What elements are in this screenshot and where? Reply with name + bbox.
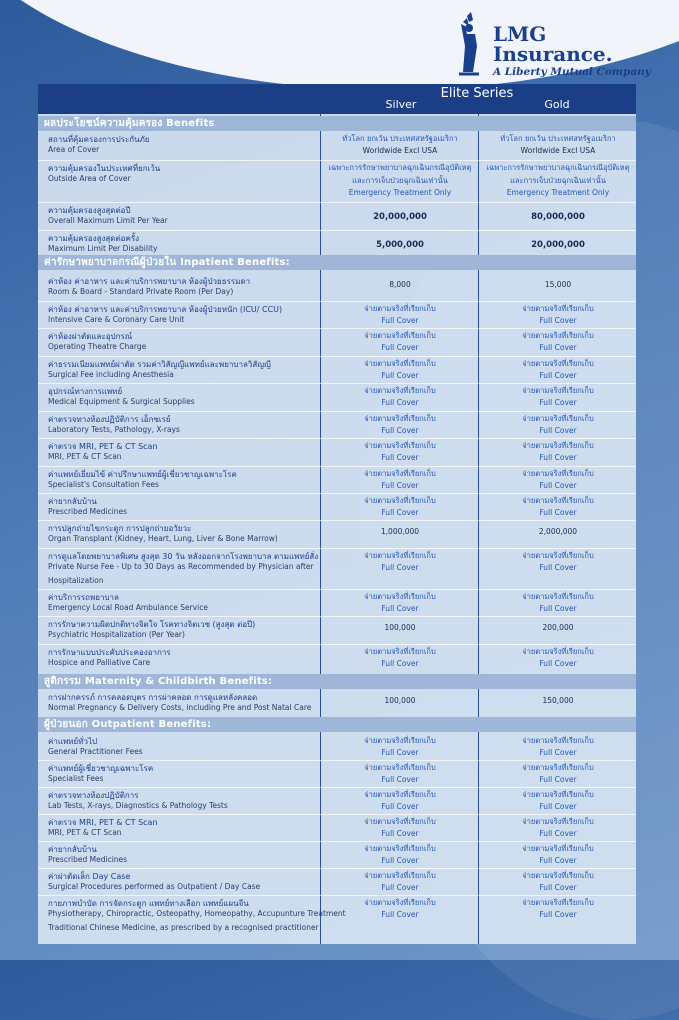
silver-value: จ่ายตามจริงที่เรียกเก็บ: [364, 386, 436, 395]
row-label-english: Physiotherapy, Chiropractic, Osteopathy, Homeopathy, Accupunture Treatment: [48, 909, 346, 918]
silver-value: 20,000,000: [373, 212, 427, 222]
silver-value: จ่ายตามจริงที่เรียกเก็บ: [364, 496, 436, 505]
gold-value: 200,000: [542, 623, 574, 632]
gold-value: ทั่วโลก ยกเว้น ประเทศสหรัฐอเมริกา: [500, 134, 616, 143]
benefits-table: [38, 84, 636, 944]
silver-value: Full Cover: [381, 883, 419, 892]
silver-value: เฉพาะการรักษาพยาบาลฉุกเฉินกรณีอุบัติเหตุ: [328, 163, 472, 172]
gold-value: Full Cover: [539, 829, 577, 838]
gold-value: จ่ายตามจริงที่เรียกเก็บ: [522, 871, 594, 880]
row-label-thai: ค่าตรวจ MRI, PET & CT Scan: [48, 442, 158, 451]
gold-value: จ่ายตามจริงที่เรียกเก็บ: [522, 469, 594, 478]
gold-value: Full Cover: [539, 481, 577, 490]
gold-value: Full Cover: [539, 316, 577, 325]
row-label-english: General Practitioner Fees: [48, 747, 143, 756]
plan-silver: Silver: [385, 98, 417, 111]
silver-value: Full Cover: [381, 910, 419, 919]
gold-value: จ่ายตามจริงที่เรียกเก็บ: [522, 496, 594, 505]
silver-value: Full Cover: [381, 659, 419, 668]
row-divider: [38, 230, 636, 231]
silver-value: จ่ายตามจริงที่เรียกเก็บ: [364, 898, 436, 907]
row-divider: [38, 841, 636, 842]
silver-value: Full Cover: [381, 398, 419, 407]
gold-value: จ่ายตามจริงที่เรียกเก็บ: [522, 647, 594, 656]
row-divider: [38, 520, 636, 521]
row-label-english: Medical Equipment & Surgical Supplies: [48, 397, 195, 406]
gold-value: Worldwide Excl USA: [520, 146, 596, 155]
silver-value: Full Cover: [381, 856, 419, 865]
row-label-english: Organ Transplant (Kidney, Heart, Lung, Liver & Bone Marrow): [48, 534, 278, 543]
row-label-thai: อุปกรณ์ทางการแพทย์: [48, 387, 123, 396]
gold-value: Full Cover: [539, 775, 577, 784]
silver-value: Full Cover: [381, 371, 419, 380]
gold-value: Full Cover: [539, 563, 577, 572]
row-label-english: Laboratory Tests, Pathology, X-rays: [48, 425, 180, 434]
gold-value: Full Cover: [539, 453, 577, 462]
silver-value: 100,000: [384, 623, 416, 632]
row-label-thai: ค่าห้อง ค่าอาหาร และค่าบริการพยาบาล ห้องผู้ป่วยธรรมดา: [48, 277, 251, 286]
silver-value: 5,000,000: [376, 240, 424, 250]
section-header: ผู้ป่วยนอก Outpatient Benefits:: [38, 717, 636, 732]
gold-value: จ่ายตามจริงที่เรียกเก็บ: [522, 551, 594, 560]
row-label-english: Outside Area of Cover: [48, 174, 131, 183]
row-divider: [38, 814, 636, 815]
brand-tagline: A Liberty Mutual Company: [493, 66, 651, 78]
plan-gold: Gold: [544, 98, 570, 111]
section-header: ค่ารักษาพยาบาลกรณีผู้ป่วยใน Inpatient Benefits:: [38, 255, 636, 270]
gold-value: Full Cover: [539, 508, 577, 517]
silver-value: Full Cover: [381, 481, 419, 490]
silver-value: Full Cover: [381, 563, 419, 572]
row-label-thai: ค่าห้องผ่าตัดและอุปกรณ์: [48, 332, 133, 341]
gold-value: จ่ายตามจริงที่เรียกเก็บ: [522, 736, 594, 745]
row-label-english: Hospice and Palliative Care: [48, 658, 151, 667]
row-divider: [38, 160, 636, 161]
row-label-english: Prescribed Medicines: [48, 855, 128, 864]
silver-value: จ่ายตามจริงที่เรียกเก็บ: [364, 871, 436, 880]
silver-value: จ่ายตามจริงที่เรียกเก็บ: [364, 647, 436, 656]
gold-value: Full Cover: [539, 371, 577, 380]
row-divider: [38, 411, 636, 412]
row-divider: [38, 383, 636, 384]
row-divider: [38, 202, 636, 203]
row-divider: [38, 589, 636, 590]
row-label-english-cont: Traditional Chinese Medicine, as prescribed by a recognised practitioner: [48, 923, 319, 932]
row-label-thai: การฝากครรภ์ การคลอดบุตร การผ่าคลอด การดูแลหลังคลอด: [48, 693, 258, 702]
gold-value: Full Cover: [539, 426, 577, 435]
gold-value: Full Cover: [539, 856, 577, 865]
row-label-thai: ค่าห้อง ค่าอาหาร และค่าบริการพยาบาล ห้องผู้ป่วยหนัก (ICU/ CCU): [48, 305, 283, 314]
table-header: [38, 84, 636, 114]
silver-value: Full Cover: [381, 775, 419, 784]
row-divider: [38, 438, 636, 439]
silver-value: จ่ายตามจริงที่เรียกเก็บ: [364, 763, 436, 772]
gold-value: 15,000: [544, 280, 572, 289]
gold-value: จ่ายตามจริงที่เรียกเก็บ: [522, 790, 594, 799]
silver-value: และการเจ็บป่วยฉุกเฉินเท่านั้น: [352, 176, 448, 185]
column-divider: [478, 114, 479, 944]
row-label-thai: การรักษาความผิดปกติทางจิตใจ โรคทางจิตเวช (สูงสุด ต่อปี): [48, 620, 256, 629]
row-label-english: Prescribed Medicines: [48, 507, 128, 516]
silver-value: Full Cover: [381, 802, 419, 811]
gold-value: จ่ายตามจริงที่เรียกเก็บ: [522, 592, 594, 601]
row-label-english: Operating Theatre Charge: [48, 342, 147, 351]
statue-of-liberty-icon: [453, 12, 487, 76]
silver-value: จ่ายตามจริงที่เรียกเก็บ: [364, 331, 436, 340]
row-label-thai: ค่าแพทย์เยี่ยมไข้ ค่าปรึกษาแพทย์ผู้เชี่ยวชาญเฉพาะโรค: [48, 470, 237, 479]
gold-value: Full Cover: [539, 659, 577, 668]
gold-value: เฉพาะการรักษาพยาบาลฉุกเฉินกรณีอุบัติเหตุ: [486, 163, 630, 172]
row-label-thai: ค่าตรวจทางห้องปฏิบัติการ: [48, 791, 139, 800]
row-label-thai: ค่าผ่าตัดเล็ก Day Case: [48, 872, 131, 881]
row-label-english: MRI, PET & CT Scan: [48, 452, 122, 461]
silver-value: Full Cover: [381, 748, 419, 757]
gold-value: จ่ายตามจริงที่เรียกเก็บ: [522, 844, 594, 853]
row-label-thai: ค่าธรรมเนียมแพทย์ผ่าตัด รวมค่าวิสัญญีแพทย์และพยาบาลวิสัญญี: [48, 360, 271, 369]
silver-value: จ่ายตามจริงที่เรียกเก็บ: [364, 304, 436, 313]
row-divider: [38, 301, 636, 302]
gold-value: Full Cover: [539, 802, 577, 811]
row-divider: [38, 787, 636, 788]
row-label-english: Room & Board - Standard Private Room (Per Day): [48, 287, 234, 296]
gold-value: จ่ายตามจริงที่เรียกเก็บ: [522, 441, 594, 450]
section-header: สูติกรรม Maternity & Childbirth Benefits:: [38, 674, 636, 689]
row-label-english: Normal Pregnancy & Delivery Costs, including Pre and Post Natal Care: [48, 703, 312, 712]
silver-value: จ่ายตามจริงที่เรียกเก็บ: [364, 551, 436, 560]
row-label-thai: ค่าแพทย์ผู้เชี่ยวชาญเฉพาะโรค: [48, 764, 154, 773]
column-divider: [320, 114, 321, 944]
silver-value: จ่ายตามจริงที่เรียกเก็บ: [364, 817, 436, 826]
row-label-english: Area of Cover: [48, 145, 100, 154]
row-divider: [38, 356, 636, 357]
row-label-thai: ค่ายากลับบ้าน: [48, 497, 97, 506]
silver-value: จ่ายตามจริงที่เรียกเก็บ: [364, 736, 436, 745]
silver-value: Full Cover: [381, 316, 419, 325]
row-label-english: Surgical Procedures performed as Outpatient / Day Case: [48, 882, 261, 891]
series-title: Elite Series: [440, 86, 514, 101]
silver-value: จ่ายตามจริงที่เรียกเก็บ: [364, 469, 436, 478]
row-divider: [38, 328, 636, 329]
gold-value: Full Cover: [539, 910, 577, 919]
row-divider: [38, 644, 636, 645]
gold-value: 2,000,000: [538, 527, 578, 536]
row-label-english: Specialist's Consultation Fees: [48, 480, 159, 489]
row-label-thai: ค่าแพทย์ทั่วไป: [48, 737, 98, 746]
silver-value: ทั่วโลก ยกเว้น ประเทศสหรัฐอเมริกา: [342, 134, 458, 143]
row-label-thai: การรักษาแบบประคับประคองอาการ: [48, 648, 171, 657]
row-label-thai: ความคุ้มครองสูงสุดต่อครั้ง: [48, 234, 140, 243]
gold-value: Full Cover: [539, 398, 577, 407]
row-label-english: Emergency Local Road Ambulance Service: [48, 603, 208, 612]
row-label-english: Surgical Fee including Anesthesia: [48, 370, 174, 379]
gold-value: และการเจ็บป่วยฉุกเฉินเท่านั้น: [510, 176, 606, 185]
row-label-thai: ความคุ้มครองในประเทศที่ยกเว้น: [48, 164, 161, 173]
row-label-thai: การดูแลโดยพยาบาลพิเศษ สูงสุด 30 วัน หลังออกจากโรงพยาบาล ตามแพทย์สั่ง: [48, 552, 319, 561]
silver-value: จ่ายตามจริงที่เรียกเก็บ: [364, 414, 436, 423]
gold-value: Full Cover: [539, 748, 577, 757]
row-label-thai: ค่าตรวจทางห้องปฏิบัติการ เอ็กซเรย์: [48, 415, 171, 424]
row-label-english: MRI, PET & CT Scan: [48, 828, 122, 837]
silver-value: 1,000,000: [380, 527, 420, 536]
row-divider: [38, 493, 636, 494]
gold-value: จ่ายตามจริงที่เรียกเก็บ: [522, 817, 594, 826]
row-label-english: Intensive Care & Coronary Care Unit: [48, 315, 185, 324]
silver-value: จ่ายตามจริงที่เรียกเก็บ: [364, 592, 436, 601]
gold-value: 80,000,000: [531, 212, 585, 222]
silver-value: 100,000: [384, 696, 416, 705]
row-label-thai: กายภาพบำบัด การจัดกระดูก แพทย์ทางเลือก แพทย์แผนจีน: [48, 899, 249, 908]
silver-value: Full Cover: [381, 453, 419, 462]
gold-value: จ่ายตามจริงที่เรียกเก็บ: [522, 304, 594, 313]
row-label-english: Private Nurse Fee - Up to 30 Days as Recommended by Physician after: [48, 562, 314, 571]
row-divider: [38, 895, 636, 896]
silver-value: Full Cover: [381, 604, 419, 613]
silver-value: จ่ายตามจริงที่เรียกเก็บ: [364, 441, 436, 450]
row-divider: [38, 760, 636, 761]
row-label-thai: ค่าตรวจ MRI, PET & CT Scan: [48, 818, 158, 827]
row-label-thai: สถานที่คุ้มครองการประกันภัย: [48, 135, 150, 144]
brand-logo: [453, 10, 651, 80]
gold-value: Full Cover: [539, 343, 577, 352]
silver-value: Full Cover: [381, 829, 419, 838]
gold-value: 20,000,000: [531, 240, 585, 250]
gold-value: จ่ายตามจริงที่เรียกเก็บ: [522, 331, 594, 340]
gold-value: Emergency Treatment Only: [506, 188, 610, 197]
gold-value: Full Cover: [539, 604, 577, 613]
row-label-thai: ค่ายากลับบ้าน: [48, 845, 97, 854]
silver-value: Emergency Treatment Only: [348, 188, 452, 197]
row-divider: [38, 868, 636, 869]
row-label-thai: การปลูกถ่ายไขกระดูก การปลูกถ่ายอวัยวะ: [48, 524, 192, 533]
silver-value: Full Cover: [381, 508, 419, 517]
gold-value: 150,000: [542, 696, 574, 705]
row-label-thai: ความคุ้มครองสูงสุดต่อปี: [48, 206, 131, 215]
silver-value: จ่ายตามจริงที่เรียกเก็บ: [364, 790, 436, 799]
row-label-english-cont: Hospitalization: [48, 576, 104, 585]
row-label-english: Lab Tests, X-rays, Diagnostics & Pathology Tests: [48, 801, 228, 810]
row-label-english: Maximum Limit Per Disability: [48, 244, 158, 253]
silver-value: จ่ายตามจริงที่เรียกเก็บ: [364, 844, 436, 853]
silver-value: Worldwide Excl USA: [362, 146, 438, 155]
silver-value: 8,000: [389, 280, 411, 289]
silver-value: จ่ายตามจริงที่เรียกเก็บ: [364, 359, 436, 368]
gold-value: จ่ายตามจริงที่เรียกเก็บ: [522, 763, 594, 772]
row-label-english: Psychiatric Hospitalization (Per Year): [48, 630, 185, 639]
gold-value: จ่ายตามจริงที่เรียกเก็บ: [522, 414, 594, 423]
row-label-english: Specialist Fees: [48, 774, 104, 783]
gold-value: จ่ายตามจริงที่เรียกเก็บ: [522, 898, 594, 907]
gold-value: Full Cover: [539, 883, 577, 892]
row-label-english: Overall Maximum Limit Per Year: [48, 216, 168, 225]
brand-name: LMG Insurance.: [493, 22, 613, 66]
gold-value: จ่ายตามจริงที่เรียกเก็บ: [522, 386, 594, 395]
silver-value: Full Cover: [381, 426, 419, 435]
gold-value: จ่ายตามจริงที่เรียกเก็บ: [522, 359, 594, 368]
row-divider: [38, 616, 636, 617]
row-divider: [38, 466, 636, 467]
row-label-thai: ค่าบริการรถพยาบาล: [48, 593, 119, 602]
silver-value: Full Cover: [381, 343, 419, 352]
row-divider: [38, 548, 636, 549]
section-header: ผลประโยชน์ความคุ้มครอง Benefits: [38, 116, 636, 131]
